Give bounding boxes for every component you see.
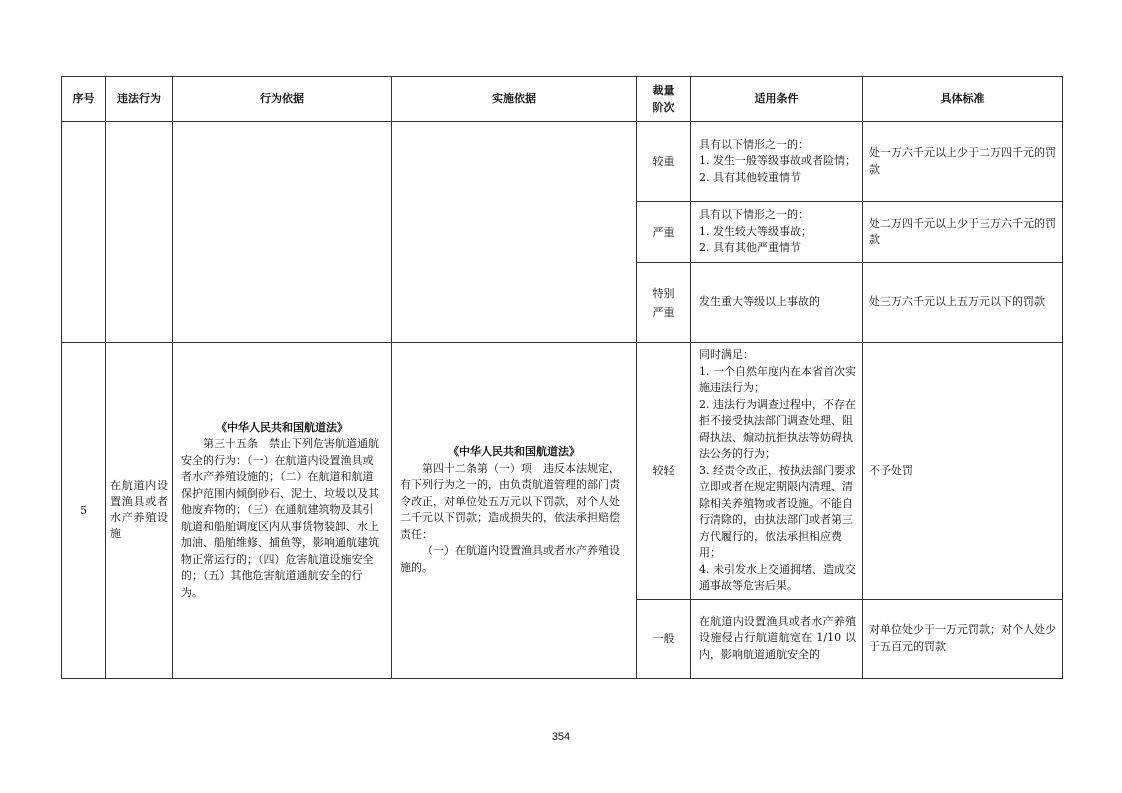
condition-line: 1. 发生较大等级事故； (699, 224, 812, 238)
level-cell: 一般 (637, 599, 691, 678)
header-basis: 行为依据 (173, 77, 392, 122)
condition-cell (691, 263, 863, 343)
condition-line: 发生重大等级以上事故的 (699, 295, 820, 309)
basis-article-text: 第三十五条 禁止下列危害航道通航安全的行为：（一）在航道内设置渔具或者水产养殖设施的；（二）在航道和航道保护范围内倾倒砂石、泥土、垃圾以及其他废弃物的；（三）在通航建筑物及其引航道和船舶调度区内从事货物装卸、水上加油、船舶维修、捕鱼等，影响通航建筑物正常运行的；（四）危害航道设施安全的；（五）其他危害航道通航安全的行为。 (181, 437, 379, 599)
standard-cell: 处二万四千元以上少于三万六千元的罚款 (863, 202, 1063, 263)
condition-cell (691, 122, 863, 202)
header-cond: 适用条件 (691, 77, 863, 122)
condition-line: 具有以下情形之一的： (699, 208, 809, 222)
standard-cell: 处一万六千元以上少于二万四千元的罚款 (863, 122, 1063, 202)
impl-article-text: 第四十二条第（一）项 违反本法规定，有下列行为之一的，由负责航道管理的部门责令改正，对单位处五万元以下罚款，对个人处二千元以下罚款；造成损失的，依法承担赔偿责任： (400, 461, 620, 541)
standard-cell: 对单位处少于一万元罚款；对个人处少于五百元的罚款 (863, 599, 1063, 678)
impl-law-title: 《中华人民共和国航道法》 (448, 445, 580, 459)
condition-line: 2. 违法行为调查过程中，不存在拒不接受执法部门调查处理、阻碍执法、煽动抗拒执法等妨碍执法公务的行为； (699, 397, 856, 460)
condition-line: 2. 具有其他严重情节 (699, 241, 801, 255)
condition-line: 具有以下情形之一的： (699, 137, 809, 151)
level-cell: 较重 (637, 122, 691, 202)
basis-law-title: 《中华人民共和国航道法》 (216, 420, 348, 434)
impl-article-item: （一）在航道内设置渔具或者水产养殖设施的。 (400, 544, 620, 574)
table-row (62, 343, 1063, 600)
condition-line: 在航道内设置渔具或者水产养殖设施侵占行航道航宽在 1/10 以内，影响航道通航安全的 (699, 614, 856, 661)
header-no: 序号 (62, 77, 106, 122)
basis-cell-empty (173, 122, 392, 343)
condition-line: 4. 未引发水上交通拥堵、造成交通事故等危害后果。 (699, 562, 856, 592)
act-cell-empty (106, 122, 173, 343)
item-number: 5 (62, 343, 106, 679)
no-cell-empty (62, 122, 106, 343)
penalty-standards-table (61, 76, 1063, 679)
standard-cell: 不予处罚 (863, 343, 1063, 600)
table-row (62, 122, 1063, 202)
header-std: 具体标准 (863, 77, 1063, 122)
condition-line: 同时满足： (699, 348, 754, 361)
header-impl: 实施依据 (392, 77, 637, 122)
impl-cell-empty (392, 122, 637, 343)
level-cell: 较轻 (637, 343, 691, 600)
implementation-basis (392, 343, 637, 679)
condition-cell (691, 599, 863, 678)
condition-cell (691, 202, 863, 263)
condition-cell (691, 343, 863, 600)
header-level: 裁量 阶次 (637, 77, 691, 122)
condition-line: 3. 经责令改正，按执法部门要求立即或者在规定期限内清理、清除相关养殖物或者设施。不能自行清除的，由执法部门或者第三方代履行的，依法承担相应费用； (699, 463, 856, 559)
level-cell: 严重 (637, 202, 691, 263)
header-row (62, 77, 1063, 122)
standard-cell: 处三万六千元以上五万元以下的罚款 (863, 263, 1063, 343)
page-number: 354 (551, 731, 571, 743)
level-cell: 特别 严重 (637, 263, 691, 343)
condition-line: 2. 具有其他较重情节 (699, 170, 801, 184)
condition-line: 1. 一个自然年度内在本省首次实施违法行为； (699, 364, 856, 394)
legal-basis (173, 343, 392, 679)
header-act: 违法行为 (106, 77, 173, 122)
condition-line: 1. 发生一般等级事故或者险情； (699, 154, 856, 168)
violation-act: 在航道内设置渔具或者水产养殖设施 (106, 343, 173, 679)
